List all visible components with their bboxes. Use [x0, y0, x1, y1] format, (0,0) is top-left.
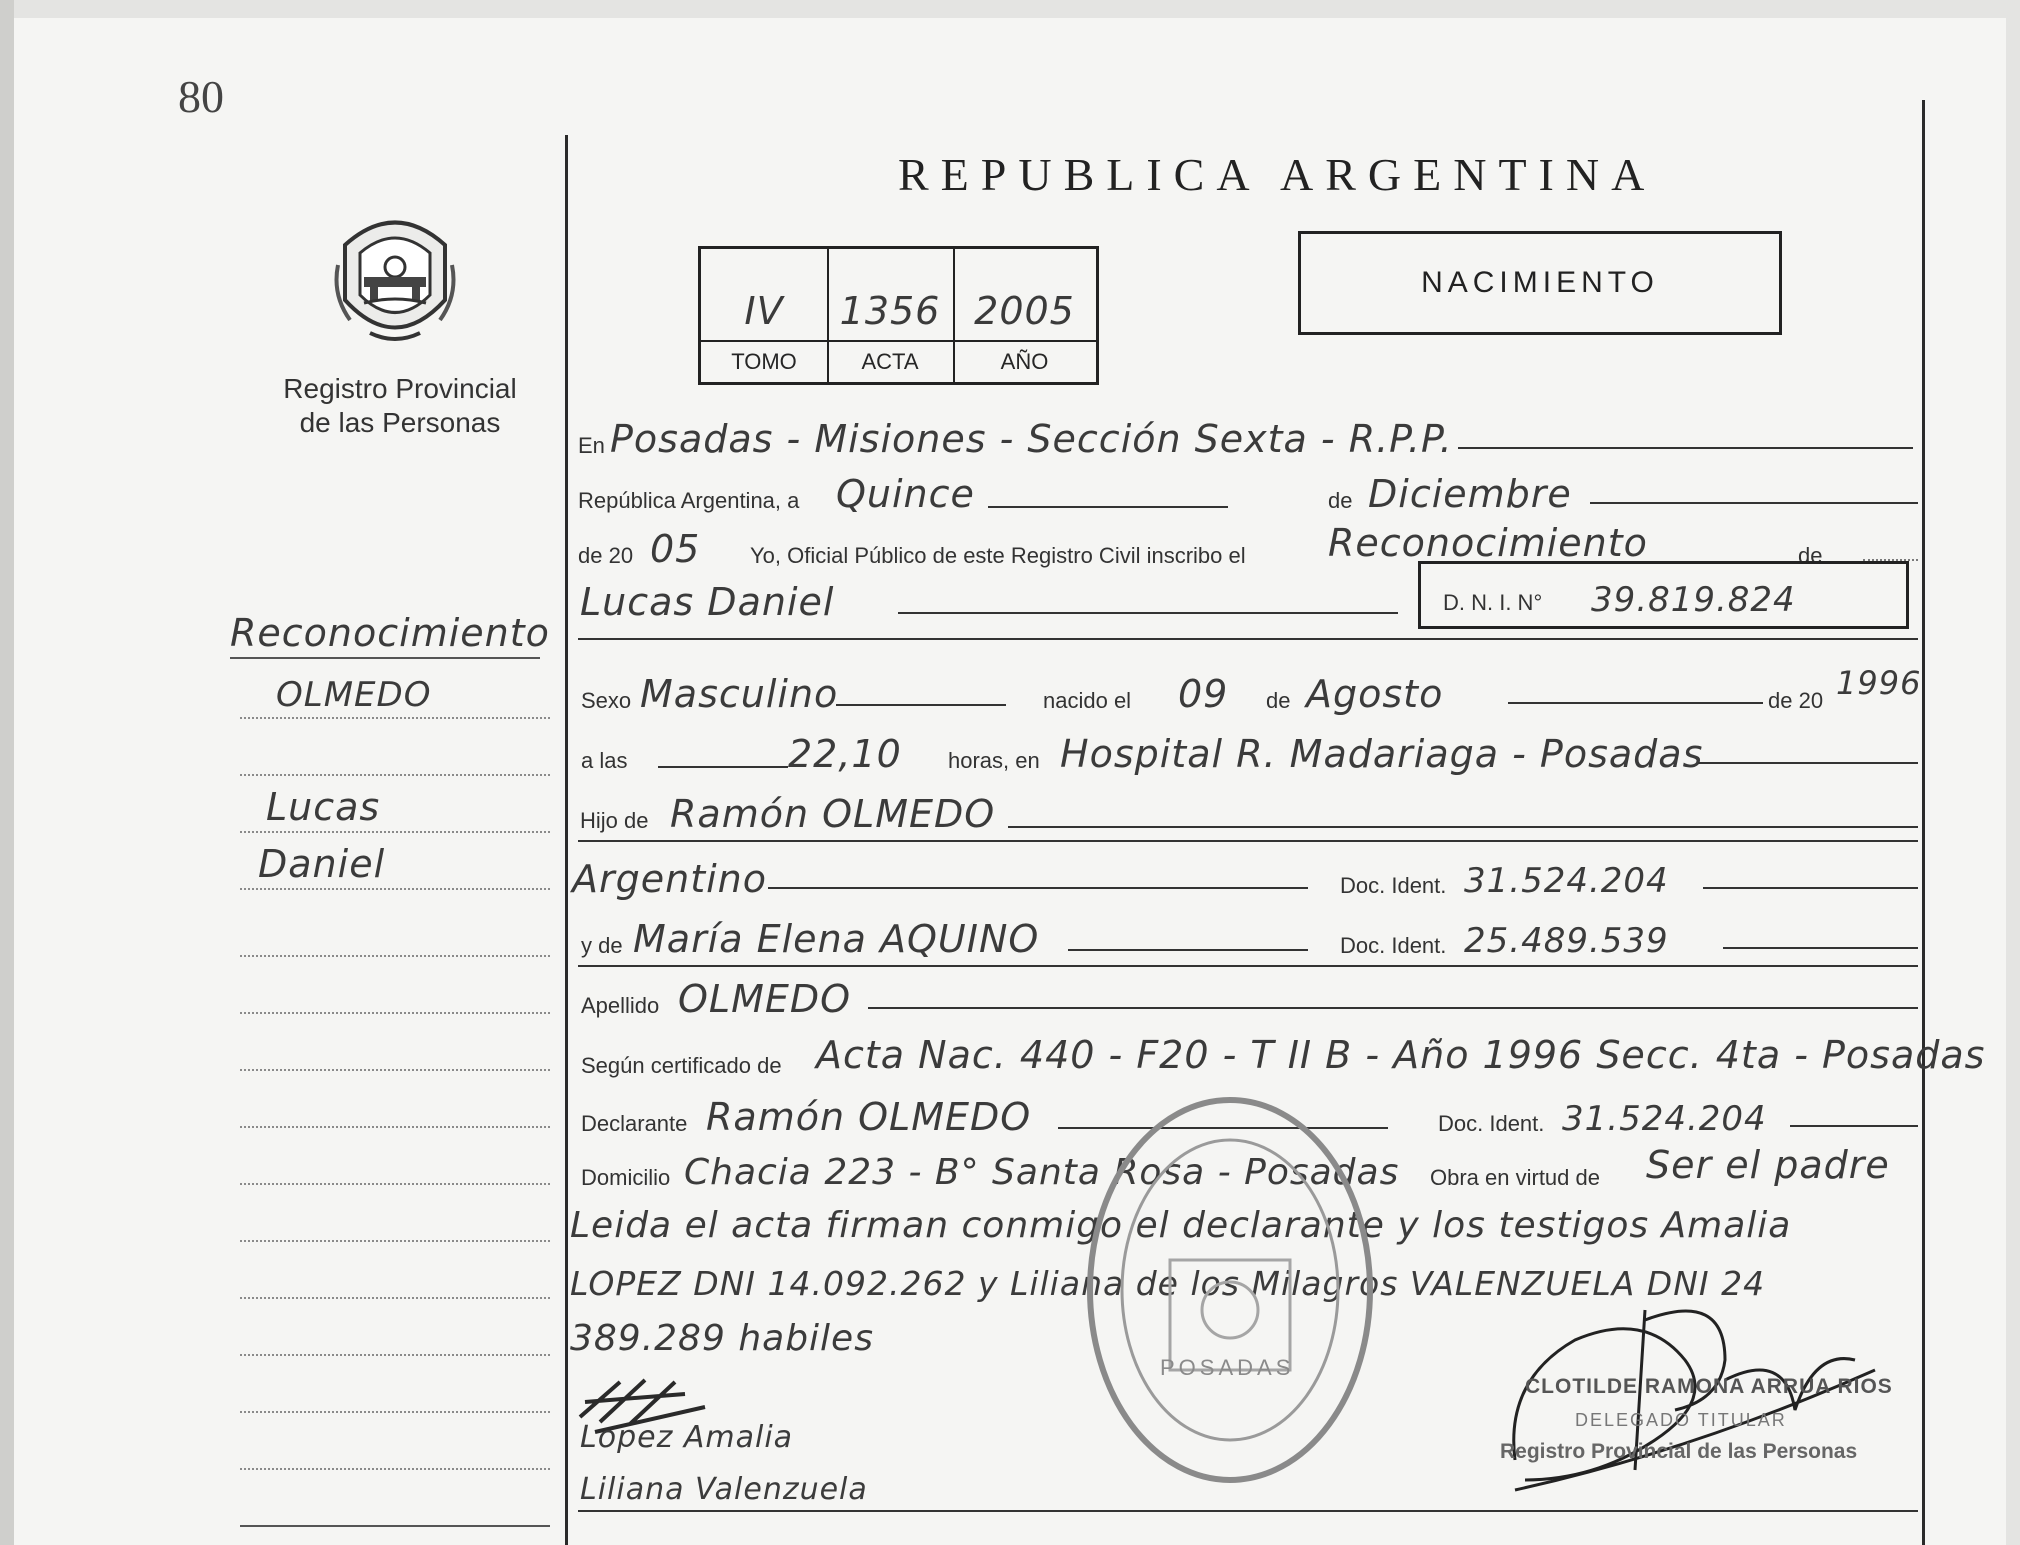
margin-note-name1: Lucas [266, 785, 381, 829]
doc-label-father: Doc. Ident. [1340, 873, 1447, 898]
tomo-value: IV [744, 289, 784, 333]
rule [1590, 502, 1918, 504]
closing-text-1: Leida el acta firman conmigo el declarante y los testigos Amalia [570, 1205, 1792, 1246]
margin-row [240, 955, 550, 1014]
certificate-label: Según certificado de [581, 1053, 782, 1078]
address-value: Chacia 223 - B° Santa Rosa - Posadas [684, 1152, 1400, 1193]
margin-row [240, 1012, 550, 1071]
father-doc-value: 31.524.204 [1464, 861, 1669, 901]
anio-label: AÑO [953, 340, 1096, 384]
surname-label: Apellido [581, 993, 660, 1018]
hours-label: horas, en [948, 748, 1040, 773]
declarant-value: Ramón OLMEDO [706, 1095, 1032, 1139]
birth-month-value: Agosto [1306, 672, 1444, 716]
margin-divider [565, 135, 568, 1545]
birth-de-label: de [1266, 688, 1291, 713]
rule [1698, 762, 1918, 764]
registry-name-line1: Registro Provincial [283, 373, 517, 404]
document-title: REPUBLICA ARGENTINA [898, 149, 1657, 200]
rule [1723, 947, 1918, 949]
reason-value: Ser el padre [1646, 1143, 1890, 1187]
margin-row [240, 660, 550, 719]
born-label: nacido el [1043, 688, 1132, 713]
margin-row [240, 898, 550, 957]
right-border [1922, 100, 1925, 1545]
mother-value: María Elena AQUINO [633, 917, 1040, 961]
margin-row [230, 600, 550, 659]
province-seal-logo [330, 205, 460, 350]
birth-day-value: 09 [1178, 672, 1229, 716]
margin-row [240, 774, 550, 833]
acta-label: ACTA [827, 340, 953, 384]
birth-year-value: 1996 [1836, 664, 1922, 702]
stamp-text: POSADAS [1160, 1355, 1295, 1380]
mother-doc-value: 25.489.539 [1464, 921, 1669, 961]
row-sex-birth [578, 660, 1922, 720]
rep-label: República Argentina, a [578, 488, 800, 513]
margin-row [240, 831, 550, 890]
rule [1790, 1125, 1918, 1127]
margin-note-surname: OLMEDO [276, 675, 432, 715]
birth-place-value: Hospital R. Madariaga - Posadas [1060, 732, 1704, 776]
acta-value: 1356 [839, 289, 941, 333]
address-label: Domicilio [581, 1165, 671, 1190]
witness-2-signature: Liliana Valenzuela [580, 1472, 868, 1507]
de20-label: de 20 [578, 543, 634, 568]
act-value: Reconocimiento [1328, 521, 1648, 565]
hour-value: 22,10 [788, 732, 902, 776]
official-stamp [1080, 1090, 1380, 1490]
sex-value: Masculino [640, 672, 839, 716]
rule [1508, 702, 1763, 704]
margin-row [240, 1126, 550, 1185]
sex-label: Sexo [581, 688, 632, 713]
closing-text-3: 389.289 habiles [570, 1318, 874, 1359]
record-type-box: NACIMIENTO [1298, 231, 1782, 335]
son-of-label: Hijo de [580, 808, 649, 833]
closing-text-2: LOPEZ DNI 14.092.262 y Liliana de los Milagros VALENZUELA DNI 24 [570, 1264, 1766, 1303]
doc-label-mother: Doc. Ident. [1340, 933, 1447, 958]
tomo-label: TOMO [701, 340, 827, 384]
de-label-2: de [1798, 543, 1823, 568]
father-value: Ramón OLMEDO [670, 792, 996, 836]
officer-name: CLOTILDE RAMONA ARRUA RIOS [1525, 1375, 1893, 1398]
dni-label: D. N. I. N° [1443, 590, 1543, 615]
registry-name-line2: de las Personas [299, 407, 501, 438]
certificate-value: Acta Nac. 440 - F20 - T II B - Año 1996 Secc. 4ta - Posadas [816, 1033, 1986, 1077]
binding-edge [0, 0, 14, 1545]
tomo-cell [701, 249, 829, 382]
year-value: 05 [650, 527, 701, 571]
declarant-label: Declarante [581, 1111, 688, 1136]
anio-cell [953, 249, 1096, 382]
row-surname [578, 965, 1918, 1025]
birth-de20-label: de 20 [1768, 688, 1824, 713]
row-certificate [578, 1025, 1986, 1085]
rule [658, 766, 788, 768]
witness-1-signature: Lopez Amalia [580, 1420, 794, 1455]
doc-label-declarant: Doc. Ident. [1438, 1111, 1545, 1136]
rule [1703, 887, 1918, 889]
row-father-doc [572, 845, 1918, 905]
margin-row [240, 1468, 550, 1527]
page-number: 80 [178, 71, 224, 122]
registry-name [255, 372, 545, 440]
dni-box [1418, 561, 1909, 629]
rule [836, 704, 1006, 706]
rule [1068, 949, 1308, 951]
margin-note-name2: Daniel [258, 842, 386, 886]
day-value: Quince [836, 472, 975, 516]
registry-box [698, 246, 1099, 385]
row-date [578, 460, 1918, 520]
row-mother [578, 905, 1918, 965]
declarant-doc-value: 31.524.204 [1562, 1099, 1767, 1139]
rule [1458, 447, 1913, 449]
margin-row [240, 717, 550, 776]
margin-row [240, 1183, 550, 1242]
margin-note-act: Reconocimiento [230, 611, 550, 655]
rule [898, 612, 1398, 614]
en-label: En [578, 433, 605, 458]
margin-row [240, 1411, 550, 1470]
father-nationality-value: Argentino [572, 857, 767, 901]
at-label: a las [581, 748, 628, 773]
officer-role: DELEGADO TITULAR [1575, 1410, 1787, 1430]
rule [988, 506, 1228, 508]
de-label: de [1328, 488, 1353, 513]
margin-row [240, 1297, 550, 1356]
rule [578, 840, 1918, 842]
month-value: Diciembre [1368, 472, 1572, 516]
rule [868, 1007, 1918, 1009]
bottom-rule [578, 1510, 1918, 1512]
officer-label: Yo, Oficial Público de este Registro Civil inscribo el [750, 543, 1246, 568]
rule [1008, 826, 1918, 828]
surname-value: OLMEDO [678, 977, 852, 1021]
margin-row [240, 1240, 550, 1299]
place-value: Posadas - Misiones - Sección Sexta - R.P.P. [610, 417, 1453, 461]
row-father [578, 780, 1918, 840]
row-place [578, 405, 1918, 465]
reason-label: Obra en virtud de [1430, 1165, 1600, 1190]
rule [768, 887, 1308, 889]
margin-row [240, 1354, 550, 1413]
and-of-label: y de [581, 933, 623, 958]
margin-row [240, 1069, 550, 1128]
officer-org: Registro Provincial de las Personas [1500, 1440, 1858, 1463]
rule [578, 638, 1918, 640]
anio-value: 2005 [974, 289, 1075, 333]
child-name-value: Lucas Daniel [580, 580, 835, 624]
row-hour-place [578, 720, 1918, 780]
acta-cell [827, 249, 955, 382]
dni-value: 39.819.824 [1591, 580, 1796, 620]
